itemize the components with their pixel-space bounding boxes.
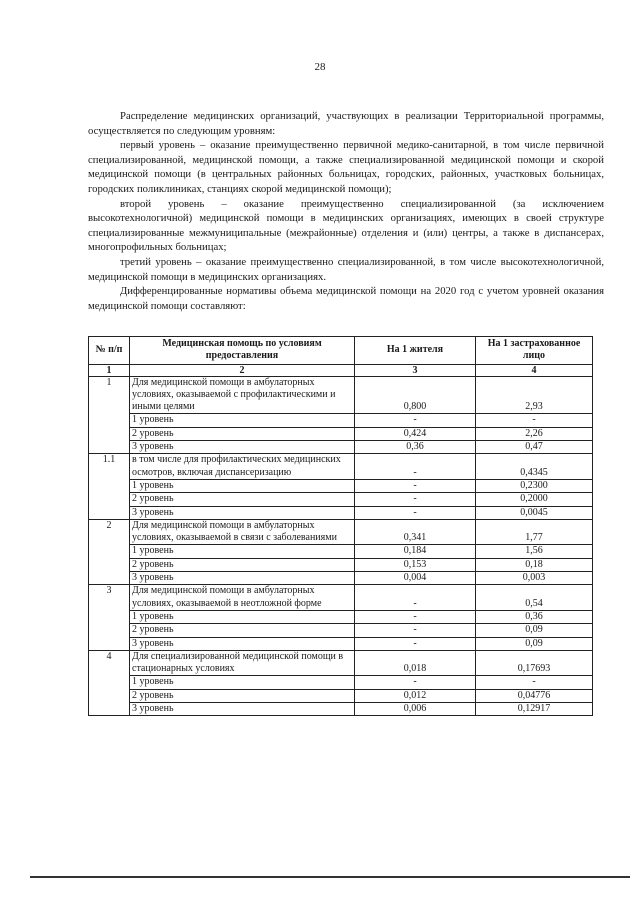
per-insured-value: 0,18 [476,558,593,571]
level-label: 2 уровень [130,558,355,571]
level-label: 3 уровень [130,637,355,650]
per-resident-value: 0,184 [355,545,476,558]
per-insured-value: 2,26 [476,427,593,440]
per-insured-value: 0,17693 [476,650,593,676]
table-row [89,676,593,689]
header-per-resident: На 1 жителя [355,337,476,365]
per-insured-value: 0,54 [476,585,593,611]
table-header-row [89,337,593,365]
per-insured-value: 1,56 [476,545,593,558]
column-number: 3 [355,364,476,376]
per-resident-value: 0,018 [355,650,476,676]
level-label: 3 уровень [130,703,355,716]
care-type-label: Для специализированной медицинской помощи в стационарных условиях [130,650,355,676]
per-resident-value: - [355,479,476,492]
column-number: 1 [89,364,130,376]
per-insured-value: - [476,676,593,689]
per-insured-value: 0,04776 [476,689,593,702]
table-row [89,637,593,650]
per-insured-value: 0,09 [476,637,593,650]
per-resident-value: 0,800 [355,376,476,414]
table-row [89,624,593,637]
column-number: 4 [476,364,593,376]
intro-paragraph: второй уровень – оказание преимущественно специализированной (за исключением высокотехнологичной) медицинской помощи в медицинских организациях, имеющих в своей структуре специализированные межмуниципальные (межрайонные) отделения и (или) центры, а также в диспансерах, многопрофильных больницах; [88,197,604,254]
per-resident-value: - [355,610,476,623]
table-row [89,689,593,702]
per-resident-value: 0,004 [355,572,476,585]
table-row [89,572,593,585]
table-row [89,519,593,545]
per-insured-value: 0,12917 [476,703,593,716]
level-label: 3 уровень [130,572,355,585]
per-resident-value: 0,153 [355,558,476,571]
per-insured-value: 0,2000 [476,493,593,506]
row-number: 1 [89,376,130,454]
intro-paragraph: Распределение медицинских организаций, участвующих в реализации Территориальной программы, осуществляется по следующим уровням: [88,110,604,137]
level-label: 3 уровень [130,441,355,454]
level-label: 1 уровень [130,545,355,558]
care-type-label: Для медицинской помощи в амбулаторных условиях, оказываемой в связи с заболеваниями [130,519,355,545]
table-row [89,506,593,519]
table-body [89,364,593,716]
level-label: 1 уровень [130,479,355,492]
header-number: № п/п [89,337,130,365]
table-row [89,650,593,676]
bottom-divider [30,876,630,878]
table-row [89,441,593,454]
row-number: 4 [89,650,130,715]
per-insured-value: 0,47 [476,441,593,454]
per-insured-value: 0,003 [476,572,593,585]
table-row [89,585,593,611]
table-row [89,427,593,440]
column-number: 2 [130,364,355,376]
table-row [89,479,593,492]
per-insured-value: 0,36 [476,610,593,623]
intro-text [88,109,604,313]
per-resident-value: - [355,414,476,427]
care-type-label: в том числе для профилактических медицинских осмотров, включая диспансеризацию [130,454,355,480]
row-number: 3 [89,585,130,650]
per-resident-value: - [355,493,476,506]
table-row [89,545,593,558]
table-row [89,454,593,480]
per-resident-value: 0,424 [355,427,476,440]
per-resident-value: - [355,454,476,480]
per-insured-value: 0,4345 [476,454,593,480]
table-row [89,376,593,414]
row-number: 2 [89,519,130,584]
care-type-label: Для медицинской помощи в амбулаторных условиях, оказываемой в неотложной форме [130,585,355,611]
per-resident-value: - [355,624,476,637]
table-row [89,703,593,716]
per-resident-value: - [355,676,476,689]
level-label: 2 уровень [130,427,355,440]
per-resident-value: - [355,585,476,611]
table-row [89,414,593,427]
per-insured-value: 0,09 [476,624,593,637]
per-resident-value: 0,012 [355,689,476,702]
page-number: 28 [314,61,326,73]
per-resident-value: - [355,637,476,650]
column-numbers-row [89,364,593,376]
level-label: 2 уровень [130,624,355,637]
table-row [89,558,593,571]
row-number: 1.1 [89,454,130,519]
level-label: 1 уровень [130,414,355,427]
per-resident-value: - [355,506,476,519]
care-type-label: Для медицинской помощи в амбулаторных условиях, оказываемой с профилактическими и иными целями [130,376,355,414]
header-care-type: Медицинская помощь по условиям предоставления [130,337,355,365]
level-label: 1 уровень [130,610,355,623]
level-label: 2 уровень [130,689,355,702]
intro-paragraph: первый уровень – оказание преимущественно первичной медико-санитарной, в том числе первичной специализированной, медицинской помощи, а также специализированной медицинской помощи и скорой медицинской помощи (в центральных районных больницах, городских, районных, участковых больницах, городских поликлиниках, станциях скорой медицинской помощи); [88,139,604,195]
intro-paragraph: третий уровень – оказание преимущественно специализированной, в том числе высокотехнологичной, медицинской помощи в медицинских организациях. [88,255,604,283]
volume-norms-table [88,336,593,716]
per-insured-value: 0,2300 [476,479,593,492]
per-insured-value: - [476,414,593,427]
per-resident-value: 0,341 [355,519,476,545]
level-label: 3 уровень [130,506,355,519]
per-insured-value: 0,0045 [476,506,593,519]
per-insured-value: 2,93 [476,376,593,414]
per-insured-value: 1,77 [476,519,593,545]
table-row [89,493,593,506]
per-resident-value: 0,36 [355,441,476,454]
table-row [89,610,593,623]
per-resident-value: 0,006 [355,703,476,716]
level-label: 2 уровень [130,493,355,506]
intro-paragraph: Дифференцированные нормативы объема медицинской помощи на 2020 год с учетом уровней оказания медицинской помощи составляют: [88,285,604,312]
level-label: 1 уровень [130,676,355,689]
header-per-insured: На 1 застрахованное лицо [476,337,593,365]
